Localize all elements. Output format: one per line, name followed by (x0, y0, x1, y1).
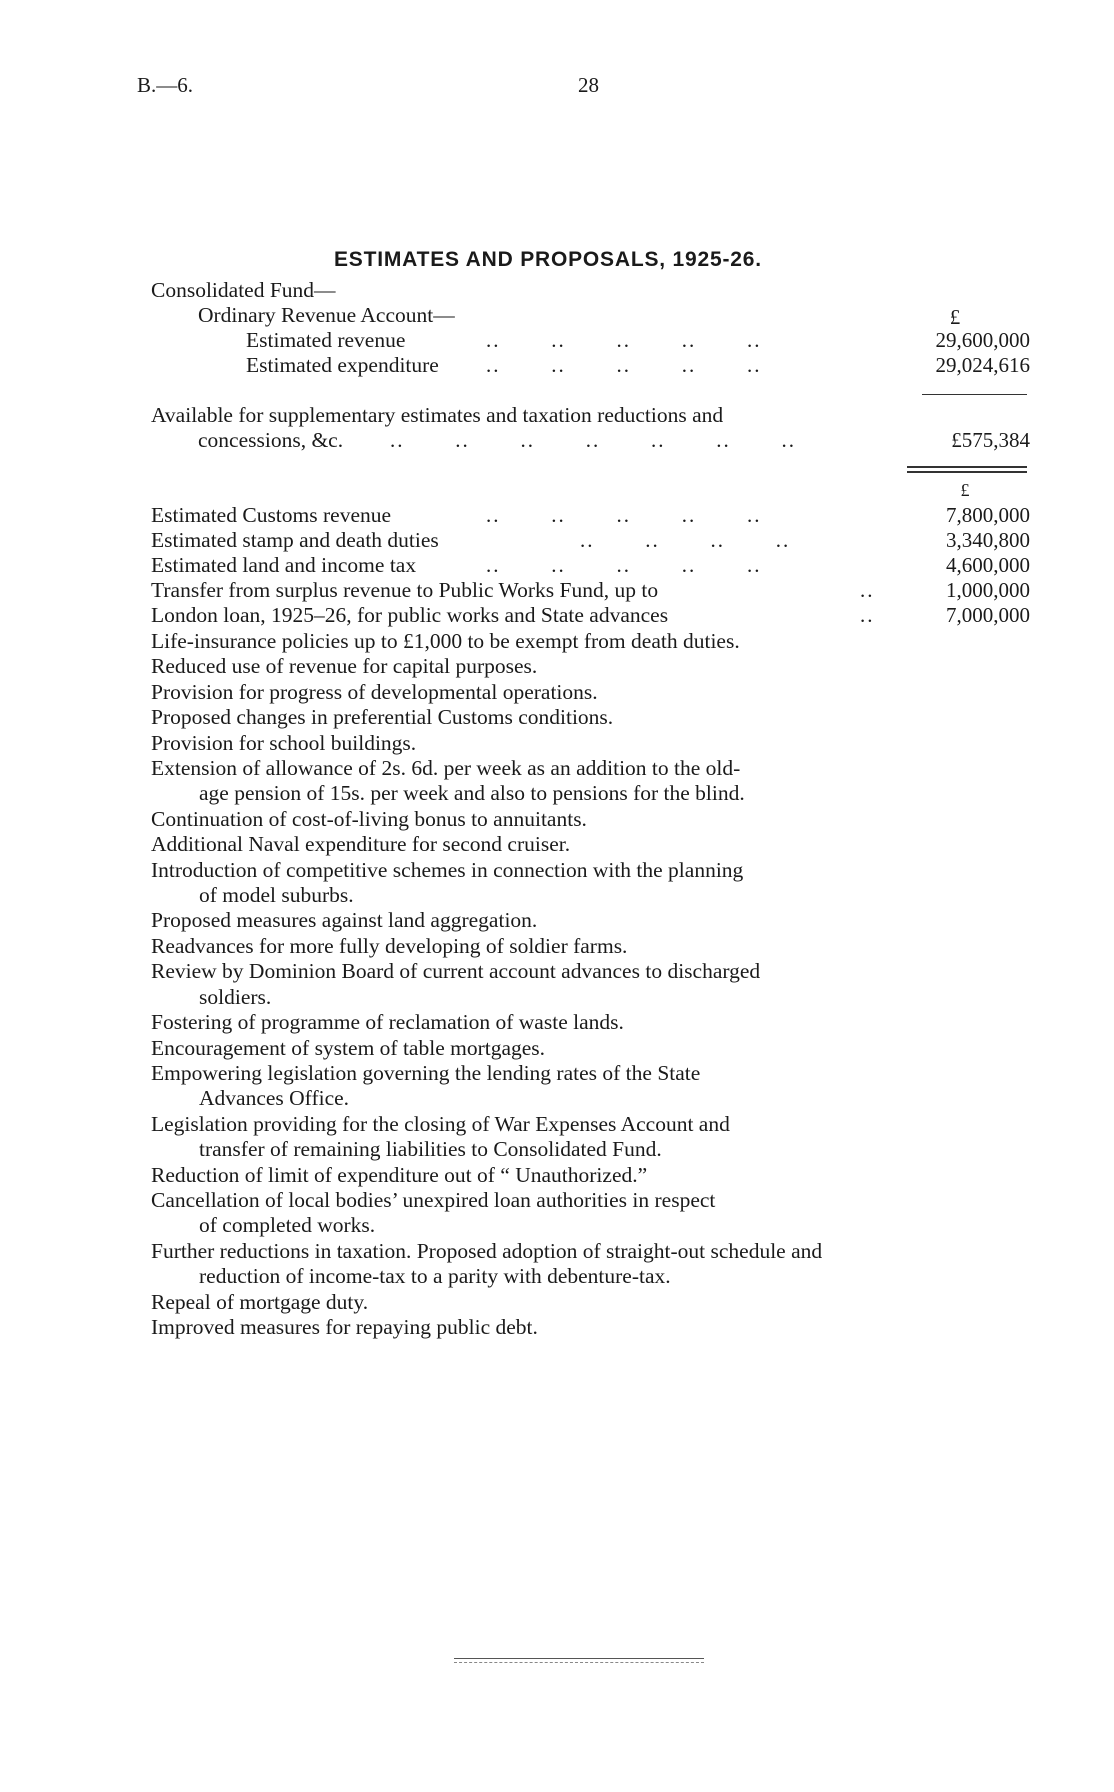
proposal-item: Proposed measures against land aggregation. (151, 908, 538, 933)
leader-dots: .. (860, 603, 875, 627)
proposal-item: Provision for school buildings. (151, 730, 417, 755)
double-rule (907, 466, 1027, 468)
estimate-row-value: 7,800,000 (946, 503, 1030, 527)
proposal-item: Reduction of limit of expenditure out of “ Unauthorized.” (151, 1162, 648, 1187)
fund-heading: Consolidated Fund— (151, 278, 336, 302)
available-line: Available for supplementary estimates and taxation reductions and (151, 403, 724, 427)
sum-rule (922, 394, 1027, 395)
estimate-row-value: 1,000,000 (946, 578, 1030, 602)
estimate-row-label: London loan, 1925–26, for public works and State advances (151, 603, 669, 627)
currency-symbol: £ (949, 305, 961, 329)
proposal-item: Continuation of cost-of-living bonus to annuitants. (151, 806, 587, 831)
fund-row-value: 29,024,616 (935, 353, 1030, 377)
fund-row-value: 29,600,000 (935, 328, 1030, 352)
proposal-item: Review by Dominion Board of current account advances to discharged soldiers. (151, 959, 761, 1009)
available-value: £575,384 (951, 428, 1030, 452)
proposal-item: Cancellation of local bodies’ unexpired loan authorities in respect of completed works. (151, 1187, 716, 1238)
proposal-item: Empowering legislation governing the lending rates of the State Advances Office. (151, 1060, 701, 1111)
proposal-item: Life-insurance policies up to £1,000 to be exempt from death duties. (151, 629, 740, 653)
estimate-row-label: Transfer from surplus revenue to Public Works Fund, up to (151, 578, 659, 602)
estimate-row-value: 3,340,800 (946, 528, 1030, 552)
currency-symbol: £ (960, 480, 970, 500)
footer-rule (454, 1662, 704, 1663)
leader-dots: .. .. .. .. (580, 528, 791, 552)
proposal-item: Provision for progress of developmental operations. (151, 679, 598, 704)
proposal-item: Reduced use of revenue for capital purposes. (151, 654, 538, 679)
page-title: ESTIMATES AND PROPOSALS, 1925-26. (334, 248, 762, 271)
proposal-item: Further reductions in taxation. Proposed adoption of straight-out schedule and reduction of income-tax to a parity with debenture-tax. (151, 1238, 823, 1289)
proposal-item: Additional Naval expenditure for second cruiser. (151, 832, 571, 857)
proposal-item: Readvances for more fully developing of soldier farms. (151, 933, 628, 958)
estimate-row-label: Estimated stamp and death duties (151, 528, 439, 552)
document-reference: B.—6. (137, 73, 194, 97)
leader-dots: .. (860, 578, 875, 602)
available-line: concessions, &c. (198, 428, 344, 452)
estimate-row-value: 7,000,000 (946, 603, 1030, 627)
proposal-item: Introduction of competitive schemes in connection with the planning of model suburbs. (151, 857, 744, 908)
proposal-item: Fostering of programme of reclamation of waste lands. (151, 1010, 624, 1035)
proposal-item: Legislation providing for the closing of War Expenses Account and transfer of remaining liabilities to Consolidated Fund. (151, 1111, 730, 1162)
proposals-list (151, 629, 1031, 1340)
proposal-item: Proposed changes in preferential Customs conditions. (151, 705, 614, 730)
proposal-item: Improved measures for repaying public debt. (151, 1314, 538, 1339)
fund-row-label: Estimated revenue (246, 328, 406, 352)
page-number: 28 (578, 73, 599, 97)
leader-dots: .. .. .. .. .. (486, 553, 762, 577)
fund-subheading: Ordinary Revenue Account— (198, 303, 455, 327)
estimate-row-label: Estimated land and income tax (151, 553, 417, 577)
leader-dots: .. .. .. .. .. .. .. (390, 428, 796, 452)
estimate-row-value: 4,600,000 (946, 553, 1030, 577)
double-rule (907, 471, 1027, 473)
footer-rule (454, 1658, 704, 1659)
proposal-item: Extension of allowance of 2s. 6d. per week as an addition to the old- age pension of 15s. per week and also to pensions for the blind. (151, 756, 745, 806)
proposal-item: Encouragement of system of table mortgages. (151, 1035, 546, 1060)
fund-row-label: Estimated expenditure (246, 353, 439, 377)
leader-dots: .. .. .. .. .. (486, 503, 762, 527)
estimate-row-label: Estimated Customs revenue (151, 503, 392, 527)
proposal-item: Repeal of mortgage duty. (151, 1289, 369, 1314)
leader-dots: .. .. .. .. .. (486, 328, 762, 352)
leader-dots: .. .. .. .. .. (486, 353, 762, 377)
